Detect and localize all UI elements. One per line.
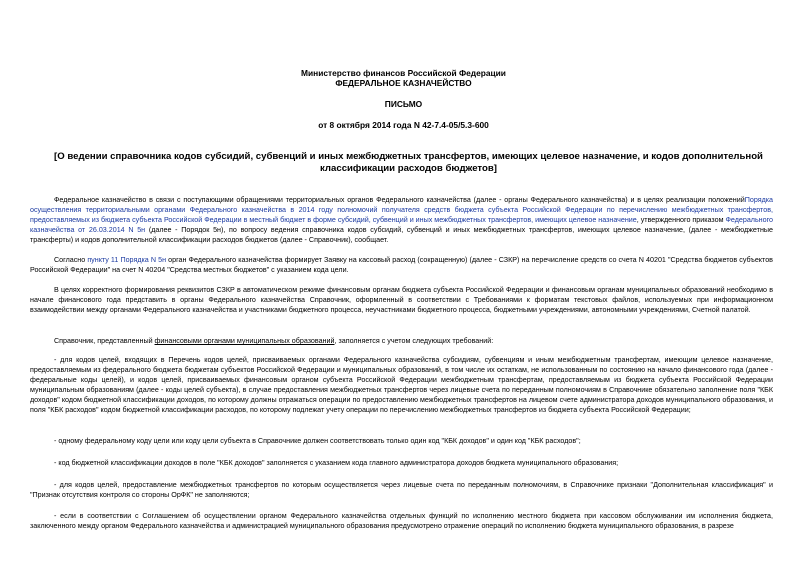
clause-11-link[interactable]: пункту 11 Порядка N 5н bbox=[87, 256, 167, 264]
paragraph-text: Справочник, представленный bbox=[54, 337, 155, 345]
requirement-item-2: - одному федеральному коду цели или коду цели субъекта в Справочнике должен соответствовать только один код "КБК доходов" и один код "КБК расходов"; bbox=[54, 437, 581, 445]
paragraph-text: Федеральное казначейство в связи с поступающими обращениями территориальных органов Федерального казначейства (далее - органы Федерального казначейства) и в целях реализации положений bbox=[54, 196, 745, 204]
document-date-number: от 8 октября 2014 года N 42-7.4-05/5.3-600 bbox=[318, 120, 489, 130]
paragraph-szkr bbox=[30, 255, 773, 275]
paragraph-directory-submission: В целях корректного формирования реквизитов СЗКР в автоматическом режиме финансовым органам бюджета субъекта Российской Федерации и финансовым органам муниципальных образований необходимо в начале финансового года представить в органы Федерального казначейства Справочник, оформленный в соответствии с Требованиями к форматам текстовых файлов, используемых при информационном взаимодействии между органами Федерального казначейства и участниками бюджетного процесса, неучастниками бюджетного процесса, бюджетными учреждениями, автономными учреждениями, Счетной палатой. bbox=[30, 286, 773, 314]
paragraph-text: , утвержденного приказом bbox=[636, 216, 724, 224]
paragraph-text: Согласно bbox=[54, 256, 88, 264]
paragraph-text: орган Федерального казначейства формирует Заявку на кассовый расход (сокращенную) (далее - СЗКР) на перечисление средств со счета N 40201 "Средства бюджетов субъектов Российской Федерации" на счет N 40204 "Средства местных бюджетов" с указанием кода цели. bbox=[30, 256, 773, 274]
paragraph-intro bbox=[30, 195, 773, 245]
requirement-item-4: - для кодов целей, предоставление межбюджетных трансфертов по которым осуществляется через лицевые счета по переданным полномочиям, в Справочнике признаки "Дополнительная классификация" и "Признак отсутствия контроля со стороны ОрФК" не заполняются; bbox=[30, 481, 773, 499]
paragraph-requirements-intro bbox=[30, 336, 773, 346]
paragraph-text: , заполняется с учетом следующих требований: bbox=[334, 337, 494, 345]
requirement-item-5: - если в соответствии с Соглашением об осуществлении органом Федерального казначейства отдельных функций по исполнению местного бюджета при кассовом обслуживании им исполнения бюджета, заключенного между органом Федерального казначейства и администрацией муниципального образования предусмотрено отражение операций по исполнению бюджета муниципального образования, в разрезе bbox=[30, 512, 773, 530]
municipal-finance-bodies-term: финансовыми органами муниципальных образований bbox=[154, 337, 335, 345]
document-title: [О ведении справочника кодов субсидий, субвенций и иных межбюджетных трансфертов, имеющих целевое назначение, и кодов дополнительной классификации расходов бюджетов] bbox=[54, 151, 763, 174]
agency-name: ФЕДЕРАЛЬНОЕ КАЗНАЧЕЙСТВО bbox=[335, 78, 472, 88]
order-procedure-link[interactable]: Порядка осуществления территориальными органами Федерального казначейства в 2014 году полномочий получателя средств бюджета субъекта Российской Федерации по перечислению межбюджетных трансфертов, предоставляемых из бюджета субъекта Российской Федерации в местный бюджет в форме субсидий, субвенций и иных межбюджетных трансфертов, имеющих целевое назначение bbox=[30, 196, 773, 224]
ministry-name: Министерство финансов Российской Федерации bbox=[301, 68, 506, 78]
paragraph-text: (далее - Порядок 5н), по вопросу ведения справочника кодов субсидий, субвенций и иных межбюджетных трансфертов, имеющих целевое назначение, (далее - межбюджетные трансферты) и кодов дополнительной классификации расходов бюджетов (далее - Справочник), сообщает. bbox=[30, 226, 773, 244]
document-type: ПИСЬМО bbox=[384, 99, 423, 109]
requirement-item-1: - для кодов целей, входящих в Перечень кодов целей, присваиваемых органами Федерального казначейства субсидиям, субвенциям и иным межбюджетным трансфертам, имеющим целевое назначение, предоставляемым из федерального бюджета бюджетам субъектов Российской Федерации и муниципальных образований, в том числе их остаткам, не использованным по состоянию на начало финансового года (далее - федеральные коды целей), и кодов целей, присваиваемых финансовым органом субъекта Российской Федерации межбюджетным трансфертам, предоставляемым из бюджета субъекта Российской Федерации муниципальным образованиям (далее - коды целей субъекта), в случае предоставления межбюджетных трансфертов через лицевые счета по переданным полномочиям в Справочнике обязательно заполнение поля "КБК доходов" кодом бюджетной классификации доходов, по которому должны отражаться операции по предоставлению межбюджетных трансфертов на лицевом счете администратора доходов муниципального образования, и поля "КБК расходов" кодом бюджетной классификации расходов, по которому подлежат учету операции по перечислению межбюджетных трансфертов из бюджета субъекта Российской Федерации; bbox=[30, 356, 773, 414]
treasury-order-link[interactable]: Федерального казначейства от 26.03.2014 N 5н bbox=[30, 216, 774, 234]
requirement-item-3: - код бюджетной классификации доходов в поле "КБК доходов" заполняется с указанием кода главного администратора доходов бюджета муниципального образования; bbox=[54, 459, 619, 467]
